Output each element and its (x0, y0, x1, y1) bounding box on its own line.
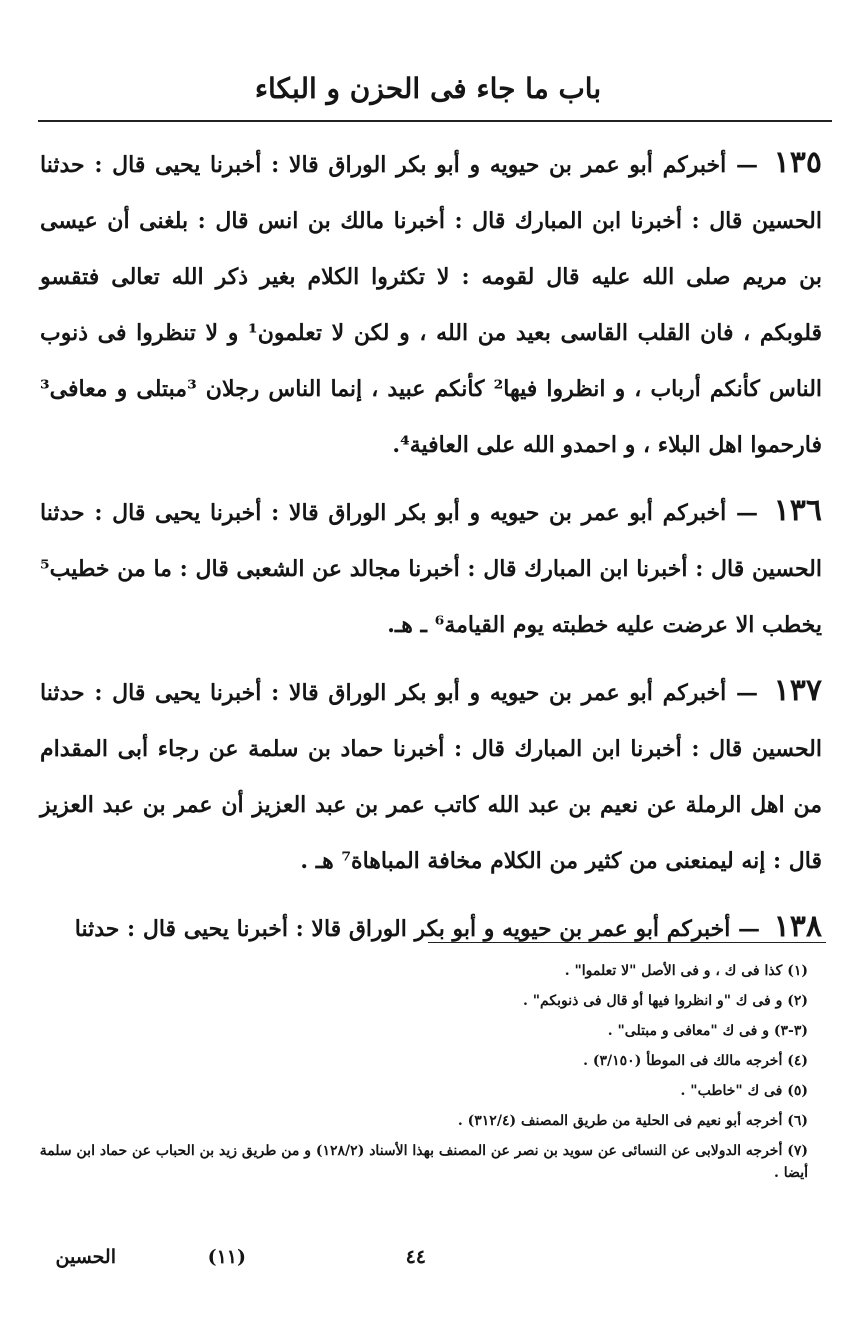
hadith-138 (40, 899, 822, 957)
signature-mark: (١١) (207, 1246, 246, 1268)
hadith-number: ١٣٧ (773, 673, 823, 708)
running-header: باب ما جاء فى الحزن و البكاء (254, 72, 602, 105)
hadith-text: أخبركم أبو عمر بن حيويه و أبو بكر الوراق قالا : أخبرنا يحيى قال : حدثنا الحسين قال : أخبرنا ابن المبارك قال : أخبرنا مجالد عن الشعبى قال : ما من خطيب⁵ يخطب الا عرضت عليه خطبته يوم القيامة⁶ ـ هـ. (40, 500, 822, 638)
dash: — (735, 500, 758, 526)
page-number: ٤٤ (405, 1246, 426, 1268)
hadith-number: ١٣٥ (773, 145, 823, 180)
page-footer (50, 1246, 806, 1278)
dash: — (735, 152, 758, 178)
footnote-4: (٤) أخرجه مالك فى الموطأ (٣/١٥٠) . (583, 1053, 808, 1069)
hadith-text: أخبركم أبو عمر بن حيويه و أبو بكر الوراق قالا : أخبرنا يحيى قال : حدثنا الحسين قال : أخبرنا ابن المبارك قال : أخبرنا مالك بن انس قال : بلغنى أن عيسى بن مريم صلى الله عليه قال لقومه : لا تكثروا الكلام بغير ذكر الله تعالى فتقسو قلوبكم ، فان القلب القاسى بعيد من الله ، و لكن لا تعلمون¹ و لا تنظروا فى ذنوب الناس كأنكم أرباب ، و انظروا فيها² كأنكم عبيد ، إنما الناس رجلان ³مبتلى و معافى³ فارحموا اهل البلاء ، و احمدو الله على العافية⁴. (40, 152, 823, 458)
footnote-5: (٥) فى ك "خاطب" . (680, 1083, 808, 1099)
hadith-135 (40, 135, 822, 473)
footnote-2: (٢) و فى ك "و انظروا فيها أو قال فى ذنوبكم" . (522, 993, 808, 1009)
dash: — (737, 916, 760, 942)
footnote-3: (٣-٣) و فى ك "معافى و مبتلى" . (607, 1023, 808, 1039)
main-text (40, 135, 822, 967)
header-rule (38, 120, 832, 122)
footnote-7: (٧) أخرجه الدولابى عن النسائى عن سويد بن نصر عن المصنف بهذا الأسناد (١٢٨/٢) و من طريق زيد بن الحباب عن حماد ابن سلمة أيضا . (39, 1143, 808, 1181)
footnote-1: (١) كذا فى ك ، و فى الأصل "لا تعلموا" . (564, 963, 808, 979)
hadith-text: أخبركم أبو عمر بن حيويه و أبو بكر الوراق قالا : أخبرنا يحيى قال : حدثنا (74, 916, 731, 942)
hadith-number: ١٣٦ (773, 493, 823, 528)
footnote-rule (428, 942, 826, 943)
hadith-136 (40, 483, 822, 653)
hadith-number: ١٣٨ (773, 909, 822, 944)
dash: — (735, 680, 758, 706)
footnote-6: (٦) أخرجه أبو نعيم فى الحلية من طريق المصنف (٣١٢/٤) . (457, 1113, 808, 1129)
hadith-137 (40, 663, 822, 889)
hadith-text: أخبركم أبو عمر بن حيويه و أبو بكر الوراق قالا : أخبرنا يحيى قال : حدثنا الحسين قال : أخبرنا ابن المبارك قال : أخبرنا حماد بن سلمة عن رجاء أبى المقدام من اهل الرملة عن نعيم بن عبد الله كاتب عمر بن عبد العزيز أن عمر بن عبد العزيز قال : إنه ليمنعنى من كثير من الكلام مخافة المباهاة⁷ هـ . (40, 680, 822, 874)
footnotes (30, 956, 808, 1184)
catchword: الحسين (55, 1246, 116, 1268)
